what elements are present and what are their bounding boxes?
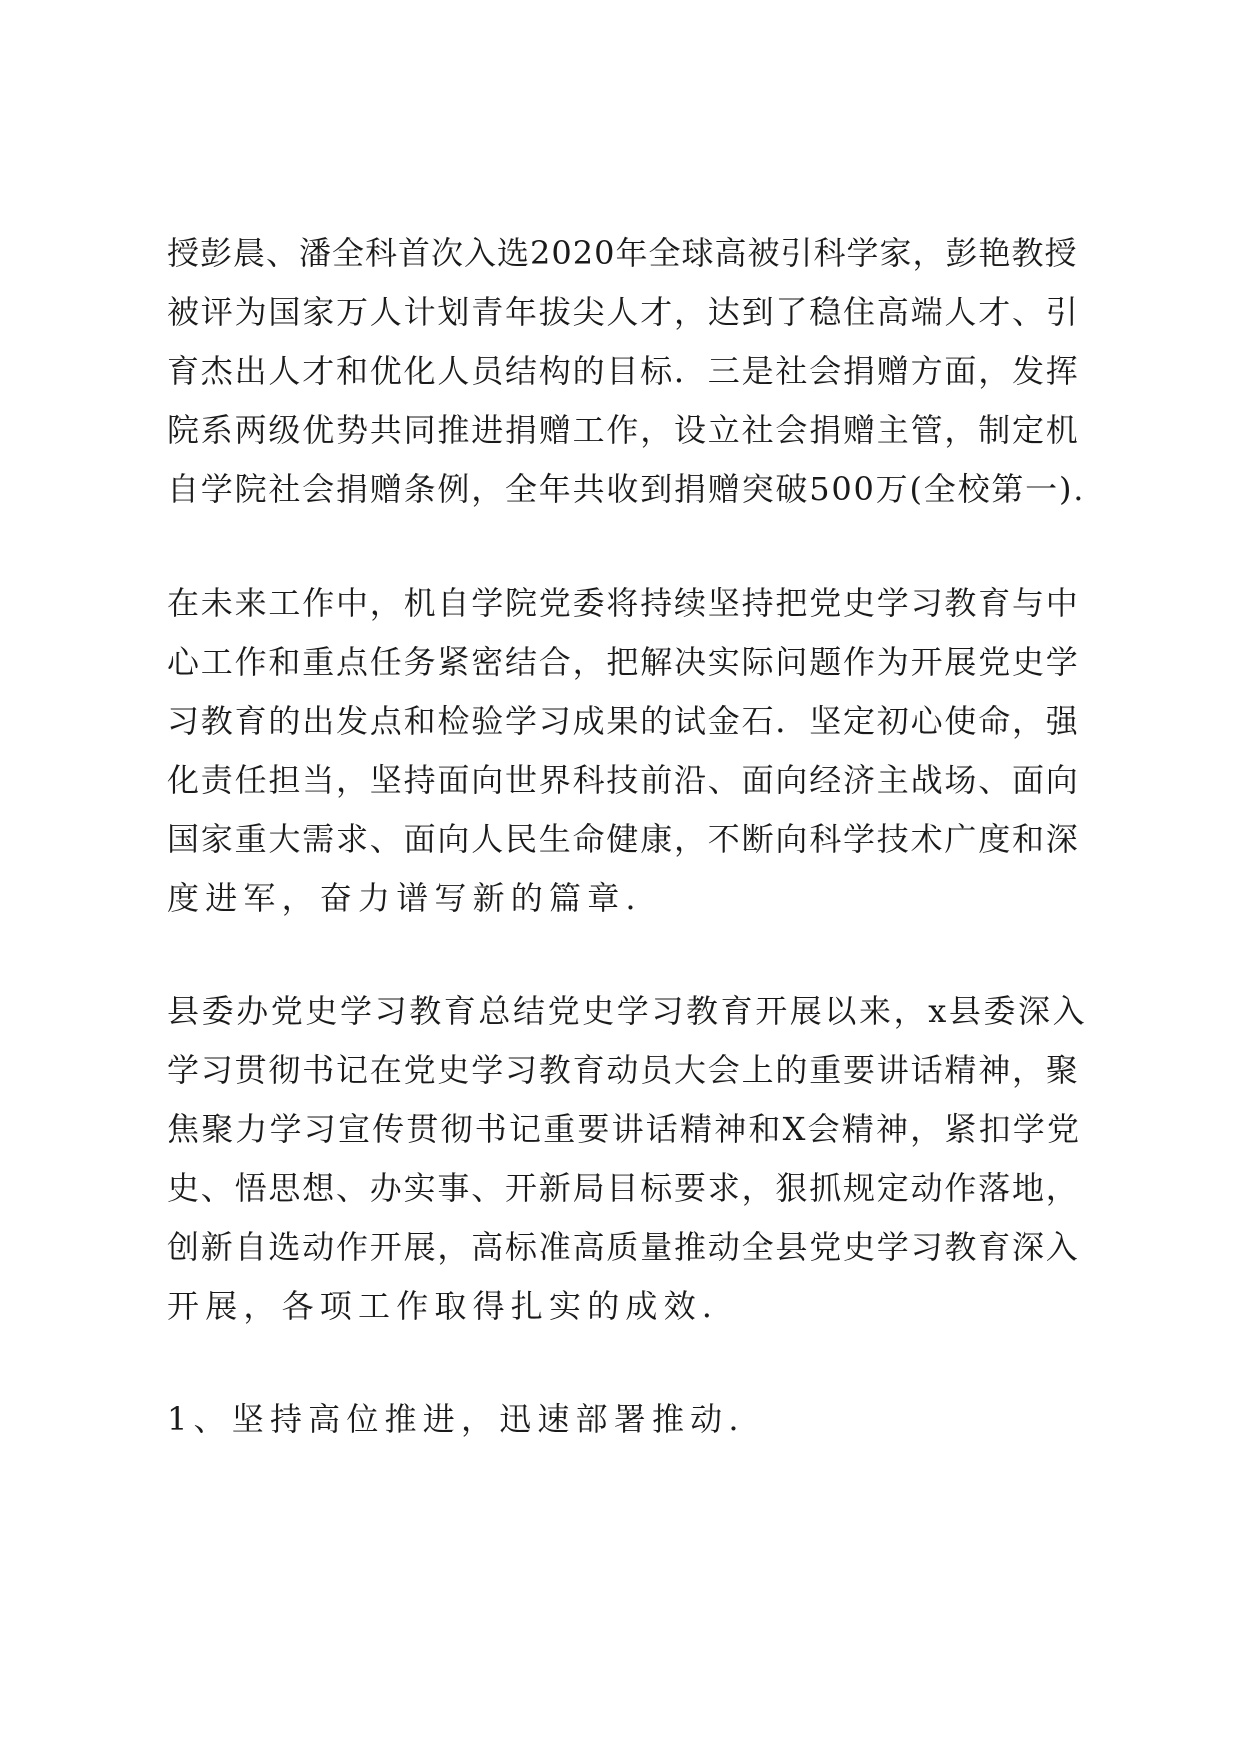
section-heading — [167, 1390, 1087, 1449]
paragraph-talent-and-donations — [167, 224, 1087, 519]
text-line: 育杰出人才和优化人员结构的目标．三是社会捐赠方面，发挥 — [167, 352, 1080, 390]
text-line: 习教育的出发点和检验学习成果的试金石．坚定初心使命，强 — [167, 702, 1080, 740]
text-line: 在未来工作中，机自学院党委将持续坚持把党史学习教育与中 — [167, 584, 1080, 622]
text-line: 院系两级优势共同推进捐赠工作，设立社会捐赠主管，制定机 — [167, 411, 1080, 449]
text-line: 自学院社会捐赠条例，全年共收到捐赠突破500万(全校第一). — [167, 470, 1086, 508]
text-line: 化责任担当，坚持面向世界科技前沿、面向经济主战场、面向 — [167, 761, 1080, 799]
text-line: 焦聚力学习宣传贯彻书记重要讲话精神和X会精神，紧扣学党 — [167, 1110, 1082, 1148]
text-line: 县委办党史学习教育总结党史学习教育开展以来，x县委深入 — [167, 992, 1088, 1030]
text-line: 国家重大需求、面向人民生命健康，不断向科学技术广度和深 — [167, 820, 1080, 858]
text-line: 度进军，奋力谱写新的篇章. — [167, 879, 642, 917]
text-line: 心工作和重点任务紧密结合，把解决实际问题作为开展党史学 — [167, 643, 1080, 681]
text-line: 开展，各项工作取得扎实的成效. — [167, 1287, 719, 1325]
paragraph-county-summary — [167, 982, 1087, 1336]
paragraph-future-work — [167, 574, 1087, 928]
heading-line: 1、坚持高位推进，迅速部署推动. — [167, 1400, 745, 1438]
text-line: 学习贯彻书记在党史学习教育动员大会上的重要讲话精神，聚 — [167, 1051, 1080, 1089]
text-line: 授彭晨、潘全科首次入选2020年全球高被引科学家，彭艳教授 — [167, 234, 1078, 272]
text-line: 被评为国家万人计划青年拔尖人才，达到了稳住高端人才、引 — [167, 293, 1080, 331]
text-line: 史、悟思想、办实事、开新局目标要求，狠抓规定动作落地， — [167, 1169, 1080, 1207]
text-line: 创新自选动作开展，高标准高质量推动全县党史学习教育深入 — [167, 1228, 1080, 1266]
